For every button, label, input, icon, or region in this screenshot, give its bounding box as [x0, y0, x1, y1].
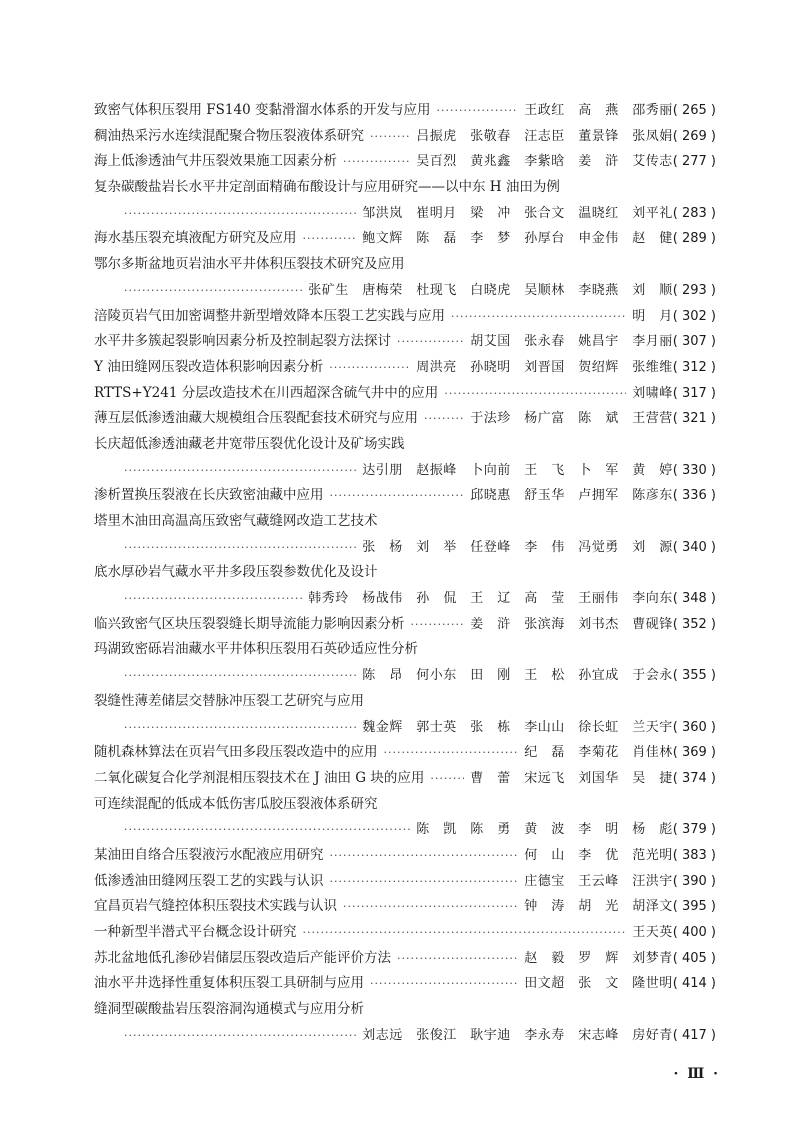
entry-page: ( 360 ) — [672, 719, 716, 735]
entry-page: ( 379 ) — [672, 822, 716, 838]
entry-title: 可连续混配的低成本低伤害瓜胶压裂液体系研究 — [94, 795, 378, 812]
entry-authors: 陈 昂 何小东 田 刚 王 松 孙宜成 于会永 — [362, 668, 673, 684]
toc-entry[interactable] — [94, 432, 716, 483]
leader-dots — [436, 98, 518, 124]
entry-authors: 陈 凯 陈 勇 黄 波 李 明 杨 彪 — [416, 822, 673, 838]
entry-page: ( 307 ) — [672, 334, 716, 350]
entry-page: ( 283 ) — [672, 205, 716, 221]
entry-authors: 庄德宝 王云峰 汪洪宇 — [524, 873, 673, 889]
entry-page: ( 340 ) — [672, 539, 716, 555]
entry-authors: 张矿生 唐梅荣 杜现飞 白晓虎 吴顺林 李晓燕 刘 顺 — [308, 282, 673, 298]
entry-authors: 吴百烈 黄兆鑫 李紫晗 姜 浒 艾传志 — [416, 154, 673, 170]
toc-entry[interactable] — [94, 483, 716, 509]
entry-title: 随机森林算法在页岩气田多段压裂改造中的应用 — [94, 744, 378, 761]
entry-page: ( 265 ) — [672, 103, 716, 118]
leader-dots — [411, 612, 465, 638]
leader-dots — [430, 766, 464, 792]
entry-title: 稠油热采污水连续混配聚合物压裂液体系研究 — [94, 127, 364, 144]
entry-page: ( 417 ) — [672, 1027, 716, 1043]
toc-entry[interactable] — [94, 792, 716, 843]
entry-authors: 魏金辉 郭士英 张 栋 李山山 徐长虹 兰天宇 — [362, 719, 673, 735]
toc-entry[interactable] — [94, 971, 716, 997]
entry-title: 临兴致密气区块压裂裂缝长期导流能力影响因素分析 — [94, 615, 405, 632]
leader-dots — [329, 355, 410, 381]
entry-title: 二氧化碳复合化学剂混相压裂技术在 J 油田 G 块的应用 — [94, 769, 425, 786]
entry-authors: 刘志远 张俊江 耿宇迪 李永寿 宋志峰 房好青 — [362, 1027, 673, 1043]
entry-title: RTTS+Y241 分层改造技术在川西超深含硫气井中的应用 — [94, 384, 439, 401]
entry-page: ( 400 ) — [672, 925, 716, 940]
toc-entry[interactable] — [94, 894, 716, 920]
leader-dots — [330, 843, 519, 869]
entry-page: ( 289 ) — [672, 231, 716, 247]
entry-authors: 邱晓惠 舒玉华 卢拥军 陈彦东 — [470, 488, 673, 504]
entry-authors: 达引朋 赵振峰 卜向前 王 飞 卜 军 黄 婷 — [362, 462, 673, 478]
leader-dots — [397, 946, 518, 972]
leader-dots — [424, 406, 464, 432]
entry-title: 苏北盆地低孔渗砂岩储层压裂改造后产能评价方法 — [94, 949, 391, 966]
leader-dots — [343, 149, 410, 175]
toc-entry[interactable] — [94, 252, 716, 303]
toc-entry[interactable] — [94, 946, 716, 972]
entry-title: 裂缝性薄差储层交替脉冲压裂工艺研究与应用 — [94, 692, 364, 709]
leader-dots — [397, 329, 464, 355]
entry-authors: 纪 磊 李菊花 肖佳林 — [524, 745, 673, 761]
leader-dots — [330, 483, 465, 509]
entry-page: ( 348 ) — [672, 591, 716, 607]
entry-title: 渗析置换压裂液在长庆致密油藏中应用 — [94, 487, 324, 504]
entry-authors: 赵 毅 罗 辉 刘梦青 — [524, 950, 673, 966]
toc-entry[interactable] — [94, 740, 716, 766]
entry-page: ( 383 ) — [672, 847, 716, 863]
entry-authors: 吕振虎 张敬春 汪志臣 董景锋 张凤娟 — [416, 128, 673, 144]
leader-dots — [370, 124, 410, 150]
entry-page: ( 336 ) — [672, 488, 716, 504]
entry-authors: 田文超 张 文 隆世明 — [524, 976, 673, 992]
entry-authors: 于法珍 杨广富 陈 斌 王营营 — [470, 411, 673, 427]
entry-title: 宜昌页岩气缝控体积压裂技术实践与认识 — [94, 898, 337, 915]
entry-page: ( 374 ) — [672, 770, 716, 786]
entry-page: ( 395 ) — [672, 899, 716, 915]
toc-entry[interactable] — [94, 920, 716, 946]
entry-title: 海水基压裂充填液配方研究及应用 — [94, 230, 297, 247]
toc-entry[interactable] — [94, 869, 716, 895]
entry-page: ( 277 ) — [672, 154, 716, 170]
leader-dots — [451, 304, 626, 330]
entry-authors: 张 杨 刘 举 任登峰 李 伟 冯觉勇 刘 源 — [362, 539, 673, 555]
leader-dots — [444, 381, 626, 407]
entry-page: ( 369 ) — [672, 745, 716, 761]
toc-entry[interactable] — [94, 304, 716, 330]
leader-dots — [124, 817, 410, 843]
entry-page: ( 317 ) — [672, 385, 716, 401]
toc-entry[interactable] — [94, 612, 716, 638]
entry-authors: 邹洪岚 崔明月 梁 冲 张合文 温晓红 刘平礼 — [362, 205, 673, 221]
entry-authors: 曹 蕾 宋远飞 刘国华 吴 捷 — [470, 770, 673, 786]
entry-title: 薄互层低渗透油藏大规模组合压裂配套技术研究与应用 — [94, 410, 418, 427]
entry-page: ( 390 ) — [672, 873, 716, 889]
entry-title: Y 油田缝网压裂改造体积影响因素分析 — [94, 358, 324, 375]
entry-title: 一种新型半潜式平台概念设计研究 — [94, 924, 297, 940]
toc-entry[interactable] — [94, 124, 716, 150]
entry-authors: 王政红 高 燕 邵秀丽 — [524, 103, 673, 118]
entry-page: ( 352 ) — [672, 616, 716, 632]
toc-entry[interactable] — [94, 637, 716, 688]
toc-entry[interactable] — [94, 355, 716, 381]
leader-dots — [124, 278, 302, 304]
entry-page: ( 312 ) — [672, 359, 716, 375]
entry-authors: 钟 涛 胡 光 胡泽文 — [524, 899, 673, 915]
toc-entry[interactable] — [94, 226, 716, 252]
entry-title: 复杂碳酸盐岩长水平井定剖面精确布酸设计与应用研究——以中东 H 油田为例 — [94, 179, 560, 196]
entry-title: 玛湖致密砾岩油藏水平井体积压裂用石英砂适应性分析 — [94, 641, 418, 658]
toc-entry[interactable] — [94, 329, 716, 355]
leader-dots — [124, 535, 356, 561]
entry-title: 致密气体积压裂用 FS140 变黏滑溜水体系的开发与应用 — [94, 102, 431, 118]
toc-entry[interactable] — [94, 560, 716, 611]
leader-dots — [124, 715, 356, 741]
toc-entry[interactable] — [94, 997, 716, 1048]
toc-entry[interactable] — [94, 509, 716, 560]
entry-page: ( 321 ) — [672, 411, 716, 427]
entry-authors: 胡艾国 张永春 姚昌宇 李月丽 — [470, 334, 673, 350]
leader-dots — [303, 920, 627, 946]
entry-page: ( 269 ) — [672, 128, 716, 144]
leader-dots — [124, 1023, 356, 1049]
toc-entry[interactable] — [94, 149, 716, 175]
toc-entry[interactable] — [94, 843, 716, 869]
entry-title: 底水厚砂岩气藏水平井多段压裂参数优化及设计 — [94, 564, 378, 581]
leader-dots — [370, 971, 518, 997]
entry-title: 某油田自络合压裂液污水配液应用研究 — [94, 846, 324, 863]
entry-page: ( 302 ) — [672, 308, 716, 324]
entry-page: ( 293 ) — [672, 282, 716, 298]
toc-entry[interactable] — [94, 381, 716, 407]
toc-entry[interactable] — [94, 406, 716, 432]
entry-authors: 刘啸峰 — [632, 385, 673, 401]
entry-authors: 周洪亮 孙晓明 刘晋国 贺绍辉 张维维 — [416, 359, 673, 375]
entry-title: 涪陵页岩气田加密调整井新型增效降本压裂工艺实践与应用 — [94, 307, 445, 324]
entry-authors: 明 月 — [632, 308, 673, 324]
page-folio: · Ⅲ · — [673, 1066, 720, 1082]
toc-entry[interactable] — [94, 766, 716, 792]
entry-title: 塔里木油田高温高压致密气藏缝网改造工艺技术 — [94, 513, 378, 529]
entry-title: 低渗透油田缝网压裂工艺的实践与认识 — [94, 872, 324, 889]
entry-title: 油水平井选择性重复体积压裂工具研制与应用 — [94, 975, 364, 992]
entry-title: 鄂尔多斯盆地页岩油水平井体积压裂技术研究及应用 — [94, 256, 405, 273]
entry-title: 长庆超低渗透油藏老井宽带压裂优化设计及矿场实践 — [94, 435, 405, 452]
entry-authors: 韩秀玲 杨战伟 孙 侃 王 辽 高 莹 王丽伟 李向东 — [308, 591, 673, 607]
toc-entry[interactable] — [94, 175, 716, 226]
entry-page: ( 355 ) — [672, 668, 716, 684]
entry-authors: 何 山 李 优 范光明 — [524, 847, 673, 863]
toc-entry[interactable] — [94, 689, 716, 740]
leader-dots — [384, 740, 519, 766]
entry-authors: 王天英 — [632, 925, 673, 940]
leader-dots — [343, 894, 518, 920]
entry-authors: 姜 浒 张滨海 刘书杰 曹砚锋 — [470, 616, 673, 632]
leader-dots — [124, 458, 356, 484]
leader-dots — [124, 663, 356, 689]
entry-authors: 鲍文辉 陈 磊 李 梦 孙厚台 申金伟 赵 健 — [362, 231, 673, 247]
entry-title: 缝洞型碳酸盐岩压裂溶洞沟通模式与应用分析 — [94, 1001, 364, 1018]
entry-title: 水平井多簇起裂影响因素分析及控制起裂方法探讨 — [94, 333, 391, 350]
leader-dots — [330, 869, 519, 895]
entry-title: 海上低渗透油气井压裂效果施工因素分析 — [94, 153, 337, 170]
entry-page: ( 414 ) — [672, 976, 716, 992]
leader-dots — [124, 201, 356, 227]
entry-page: ( 405 ) — [672, 950, 716, 966]
toc-entry[interactable] — [94, 98, 716, 124]
leader-dots — [303, 226, 357, 252]
table-of-contents — [94, 98, 716, 1048]
entry-page: ( 330 ) — [672, 462, 716, 478]
leader-dots — [124, 586, 302, 612]
